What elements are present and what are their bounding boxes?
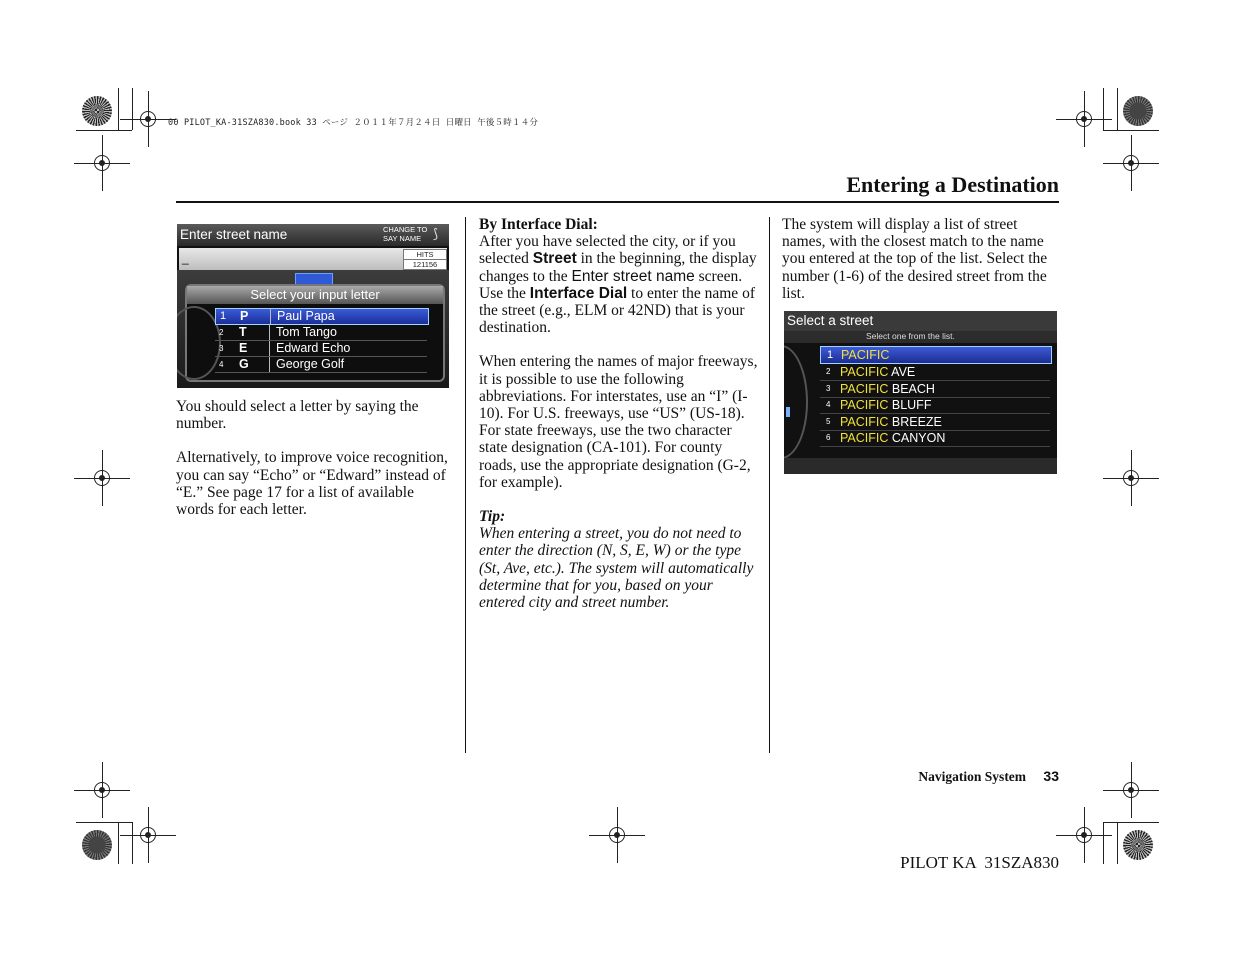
print-header: 00 PILOT_KA-31SZA830.book 33 ページ ２０１１年７月２４日 日曜日 午後５時１４分 [168,118,539,128]
hits-label: HITS [403,249,447,260]
hits-value: 121156 [403,260,447,270]
screen-bottom-bar [784,458,1057,474]
option-number: 5 [826,417,831,426]
page-number: 33 [1043,768,1059,784]
paragraph: When entering the names of major freeways, it is possible to use the following abbreviations. For interstates, use an “I” (I-10). For U.S. freeways, use “US” (US-18). For state freeways, use the two character state designation (CA-101). For county roads, use the appropriate designation (G-2, for example). [479,353,758,491]
option-number: 1 [220,310,227,322]
text: After you have selected the city, or if you selected [479,233,736,268]
registration-sunburst-icon [1123,96,1153,126]
match-text: PACIFIC [840,382,889,396]
street-option-row[interactable] [820,364,1050,381]
option-number: 2 [826,367,831,376]
select-street-screen [784,311,1057,474]
option-word: Tom Tango [269,325,337,340]
street-option-row[interactable] [820,430,1050,447]
street-suffix: AVE [888,365,916,379]
option-letter: T [239,325,247,339]
option-number: 4 [826,400,831,409]
panel-title: Select your input letter [187,286,443,304]
option-number: 3 [219,344,224,353]
text: screen. Use the [479,267,743,302]
change-line2: SAY NAME [383,233,422,243]
street-match [840,430,945,446]
street-option-row[interactable] [820,346,1052,364]
trim-mark [1103,822,1104,864]
option-number: 3 [826,384,831,393]
page-title: Entering a Destination [846,172,1059,197]
text: to enter the name of the street (e.g., ELM or 42ND) that is your destination. [479,284,755,337]
trim-mark [118,822,119,864]
trim-mark [76,822,132,823]
trim-mark [1103,130,1159,131]
option-letter: E [239,341,248,355]
registration-sunburst-icon [82,96,112,126]
change-line1: CHANGE TO [383,225,428,234]
letter-option-row[interactable] [215,308,429,325]
paragraph: You should select a letter by saying the number. [176,398,419,433]
interface-dial-term: Interface Dial [529,284,628,302]
trim-mark [132,822,133,864]
column-1 [176,398,451,518]
tip-text: When entering a street, you do not need to enter the direction (N, S, E, W) or the type (St, Ave, etc.). The system will automatically determine that for you, based on your entered city and street number. [479,525,754,612]
change-to-say-name-button[interactable] [383,226,427,243]
enter-street-name-screen [177,224,449,388]
street-entry-field[interactable]: _ [182,251,189,265]
registration-sunburst-icon [1123,830,1153,860]
column-divider [769,217,770,753]
trim-mark [1103,822,1159,823]
paragraph: The system will display a list of street names, with the closest match to the name you entered at the top of the list. Select the number (1-6) of the desired street from the list. [782,216,1048,302]
street-match [840,414,942,430]
section-name: Navigation System [918,769,1027,784]
street-option-row[interactable] [820,414,1050,431]
option-number: 6 [826,433,831,442]
registration-sunburst-icon [82,830,112,860]
option-letter: P [240,309,249,323]
street-suffix: BREEZE [888,415,942,429]
trim-mark [1117,88,1118,130]
street-suffix: BEACH [888,382,935,396]
trim-mark [1117,822,1118,864]
tip-label: Tip: [479,508,506,526]
title-rule [176,201,1059,203]
paragraph: Alternatively, to improve voice recognition, you can say “Echo” or “Edward” instead of “E.” See page 17 for a list of available words for each letter. [176,449,448,519]
match-text: PACIFIC [840,365,889,379]
street-match [840,381,935,397]
screen-title: Enter street name [180,227,288,242]
match-text: PACIFIC [840,431,889,445]
dial-arc-icon [784,345,808,459]
option-number: 1 [827,349,834,361]
match-text: PACIFIC [840,398,889,412]
street-suffix: BLUFF [888,398,932,412]
model-code: PILOT KA 31SZA830 [900,853,1059,872]
trim-mark [132,88,133,130]
trim-mark [118,88,119,130]
hits-counter [403,249,447,269]
column-2 [479,216,759,611]
option-word: Edward Echo [269,341,350,356]
option-letter: G [239,357,249,371]
screen-term: Enter street name [571,267,695,285]
voice-icon: ⟆ [433,227,439,242]
trim-mark [76,130,132,131]
street-match [840,397,931,413]
footer-section [918,768,1059,785]
screen-subtitle: Select one from the list. [866,331,955,341]
column-divider [465,217,466,753]
street-option-row[interactable] [820,397,1050,414]
option-number: 4 [219,360,224,369]
screen-title: Select a street [787,313,874,328]
column-3 [782,216,1060,302]
text: in the beginning, the display changes to the [479,250,757,285]
street-option-row[interactable] [820,381,1050,398]
letter-option-row[interactable] [215,325,427,341]
letter-option-row[interactable] [215,357,427,373]
match-text: PACIFIC [840,415,889,429]
option-number: 2 [219,328,224,337]
match-text: PACIFIC [841,348,890,362]
street-suffix: CANYON [888,431,946,445]
option-word: Paul Papa [270,309,335,324]
scroll-indicator[interactable] [786,407,790,417]
street-match [840,364,915,380]
street-match [841,347,889,363]
section-heading: By Interface Dial: [479,216,598,233]
trim-mark [1103,88,1104,130]
paragraph [479,233,759,336]
letter-option-row[interactable] [215,341,427,357]
street-term: Street [532,250,577,268]
option-word: George Golf [269,357,344,372]
